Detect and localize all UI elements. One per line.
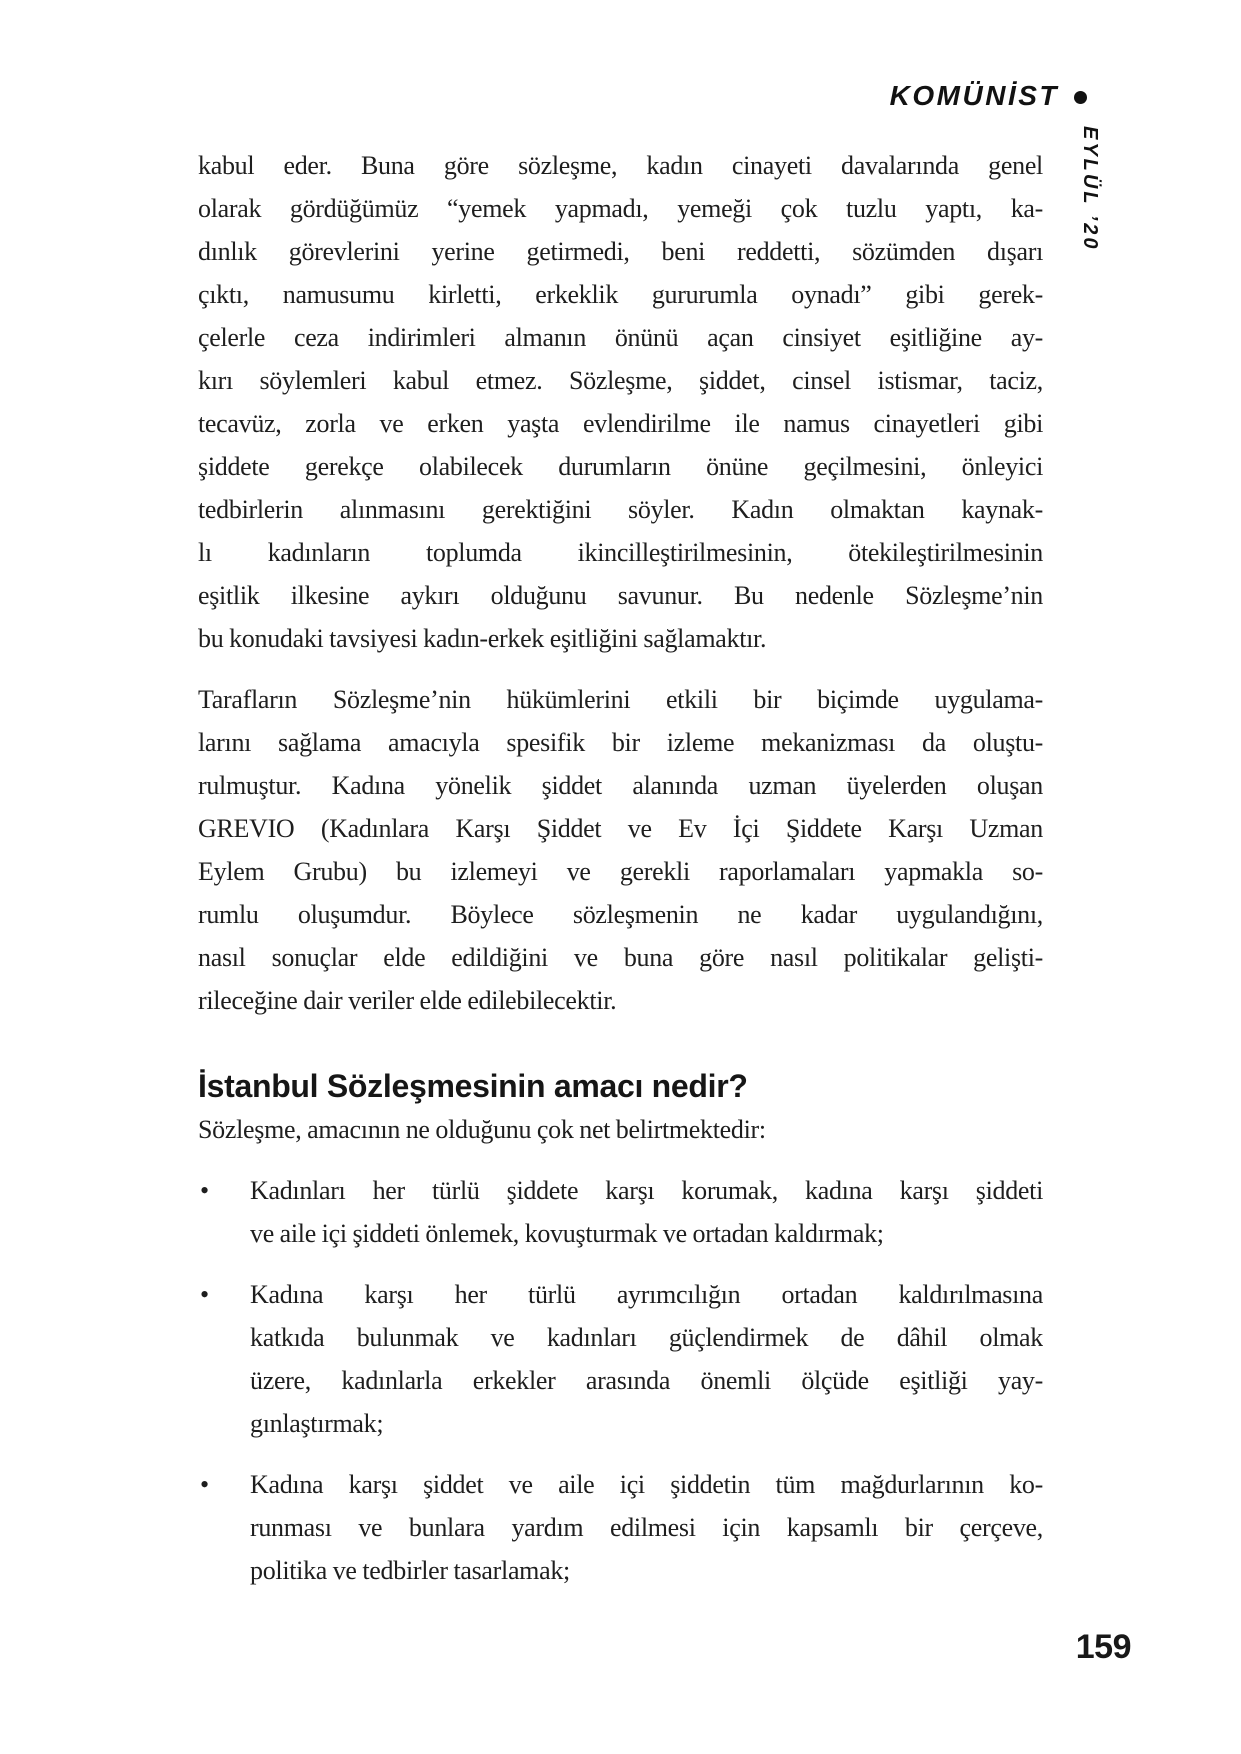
section-heading: İstanbul Sözleşmesinin amacı nedir? bbox=[198, 1068, 748, 1104]
body-line: tedbirlerin alınmasını gerektiğini söyler. Kadın olmaktan kaynak- bbox=[198, 495, 1043, 524]
bullet-icon: • bbox=[200, 1176, 210, 1205]
bullet-icon: • bbox=[200, 1280, 210, 1309]
body-line: katkıda bulunmak ve kadınları güçlendirmek de dâhil olmak bbox=[250, 1323, 1043, 1352]
body-line: dınlık görevlerini yerine getirmedi, beni reddetti, sözümden dışarı bbox=[198, 237, 1043, 266]
paragraph bbox=[198, 144, 1043, 660]
body-line: gınlaştırmak; bbox=[250, 1409, 384, 1438]
issue-label: EYLÜL ’20 bbox=[1079, 126, 1101, 252]
text-column bbox=[198, 144, 1043, 1592]
body-line: çelerle ceza indirimleri almanın önünü açan cinsiyet eşitliğine ay- bbox=[198, 323, 1043, 352]
bullet-text bbox=[250, 1463, 1043, 1592]
bullet-item bbox=[198, 1169, 1043, 1255]
body-line: ve aile içi şiddeti önlemek, kovuşturmak ve ortadan kaldırmak; bbox=[250, 1219, 884, 1248]
bullet-icon: • bbox=[200, 1470, 210, 1499]
body-line: Kadına karşı şiddet ve aile içi şiddetin tüm mağdurlarının ko- bbox=[250, 1470, 1043, 1499]
bullet-item bbox=[198, 1463, 1043, 1592]
bullet-text bbox=[250, 1273, 1043, 1445]
bullet-list bbox=[198, 1169, 1043, 1592]
body-line: nasıl sonuçlar elde edildiğini ve buna göre nasıl politikalar gelişti- bbox=[198, 943, 1043, 972]
body-line: politika ve tedbirler tasarlamak; bbox=[250, 1556, 570, 1585]
body-line: Kadına karşı her türlü ayrımcılığın ortadan kaldırılmasına bbox=[250, 1280, 1043, 1309]
body-line: kırı söylemleri kabul etmez. Sözleşme, şiddet, cinsel istismar, taciz, bbox=[198, 366, 1043, 395]
bullet-item bbox=[198, 1273, 1043, 1445]
header-bullet-icon bbox=[1074, 91, 1087, 104]
body-line: Kadınları her türlü şiddete karşı korumak, kadına karşı şiddeti bbox=[250, 1176, 1043, 1205]
body-line: lı kadınların toplumda ikincilleştirilmesinin, ötekileştirilmesinin bbox=[198, 538, 1043, 567]
body-line: olarak gördüğümüz “yemek yapmadı, yemeği çok tuzlu yaptı, ka- bbox=[198, 194, 1043, 223]
body-line: Tarafların Sözleşme’nin hükümlerini etkili bir biçimde uygulama- bbox=[198, 685, 1043, 714]
body-line: üzere, kadınlarla erkekler arasında önemli ölçüde eşitliği yay- bbox=[250, 1366, 1043, 1395]
running-header bbox=[890, 80, 1087, 112]
body-line: rumlu oluşumdur. Böylece sözleşmenin ne kadar uygulandığını, bbox=[198, 900, 1043, 929]
body-line: larını sağlama amacıyla spesifik bir izleme mekanizması da oluştu- bbox=[198, 728, 1043, 757]
body-line: bu konudaki tavsiyesi kadın-erkek eşitliğini sağlamaktır. bbox=[198, 624, 767, 653]
body-line: tecavüz, zorla ve erken yaşta evlendirilme ile namus cinayetleri gibi bbox=[198, 409, 1043, 438]
body-line: Eylem Grubu) bu izlemeyi ve gerekli raporlamaları yapmakla so- bbox=[198, 857, 1043, 886]
body-line: şiddete gerekçe olabilecek durumların önüne geçilmesini, önleyici bbox=[198, 452, 1043, 481]
magazine-title: KOMÜNİST bbox=[889, 80, 1059, 111]
body-line: eşitlik ilkesine aykırı olduğunu savunur. Bu nedenle Sözleşme’nin bbox=[198, 581, 1043, 610]
paragraph bbox=[198, 678, 1043, 1022]
bullet-text bbox=[250, 1169, 1043, 1255]
page-number: 159 bbox=[1075, 1628, 1131, 1666]
section-intro: Sözleşme, amacının ne olduğunu çok net belirtmektedir: bbox=[198, 1115, 766, 1144]
body-line: çıktı, namusumu kirletti, erkeklik gururumla oynadı” gibi gerek- bbox=[198, 280, 1043, 309]
body-line: GREVIO (Kadınlara Karşı Şiddet ve Ev İçi Şiddete Karşı Uzman bbox=[198, 814, 1043, 843]
body-line: runması ve bunlara yardım edilmesi için kapsamlı bir çerçeve, bbox=[250, 1513, 1043, 1542]
body-line: kabul eder. Buna göre sözleşme, kadın cinayeti davalarında genel bbox=[198, 151, 1043, 180]
body-line: rileceğine dair veriler elde edilebilecektir. bbox=[198, 986, 617, 1015]
body-line: rulmuştur. Kadına yönelik şiddet alanında uzman üyelerden oluşan bbox=[198, 771, 1043, 800]
